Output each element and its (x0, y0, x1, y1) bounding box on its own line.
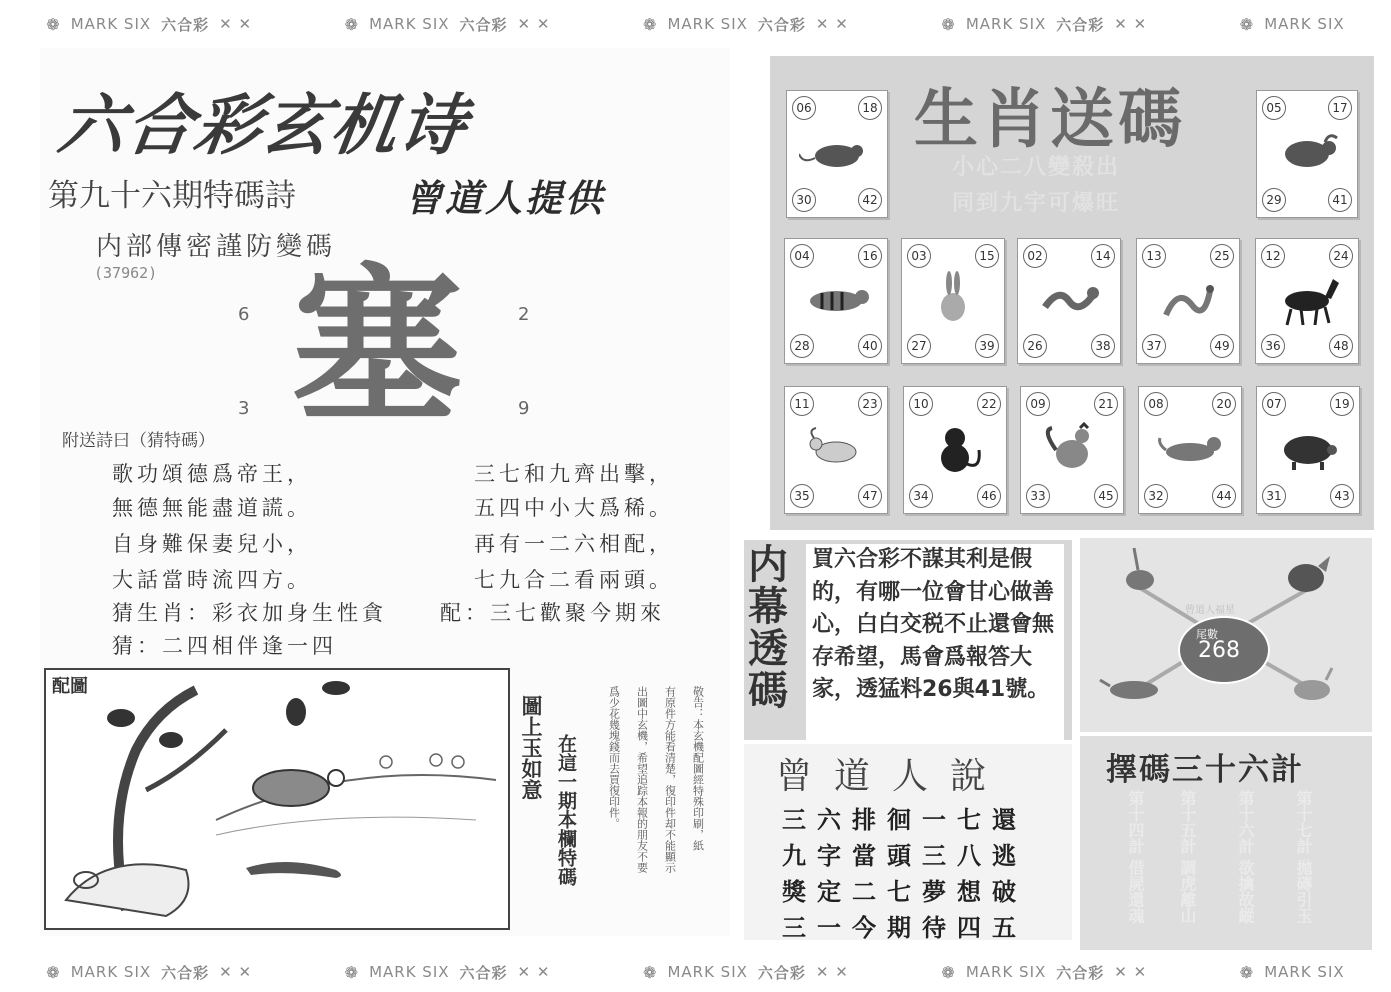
mark-six-logo-icon: ❁ (1239, 14, 1255, 34)
border-unit (345, 962, 551, 983)
brand-text: MARK SIX (1264, 15, 1345, 33)
border-unit (1240, 963, 1345, 982)
saying-line: 獎定二七夢想破 (782, 877, 1027, 906)
poem-line-left: 自身難保妻兒小， (112, 532, 312, 556)
mark-six-logo-icon: ❁ (46, 962, 61, 982)
poem-line-right: 七九合二看兩頭。 (474, 568, 674, 592)
goat-icon (798, 420, 874, 480)
zodiac-number: 17 (1328, 96, 1352, 120)
zodiac-number: 31 (1262, 484, 1286, 508)
brand-text: MARK SIX (667, 15, 748, 33)
brand-text: MARK SIX (70, 963, 152, 981)
mark-six-logo-icon: ❁ (643, 14, 658, 34)
mark-six-logo-icon: ❁ (643, 962, 658, 982)
zodiac-number: 05 (1262, 96, 1286, 120)
zodiac-title: 生肖送碼 (914, 83, 1186, 157)
inside-tip-text: 買六合彩不謀其利是假的，有哪一位會甘心做善心，白白交税不止還會無存希望，馬會爲報答大家，透猛料26與41號。 (812, 547, 1055, 703)
zodiac-card-rooster (1020, 386, 1124, 514)
zodiac-number: 26 (1023, 334, 1047, 358)
ploy-column: 第十七計 拋磚引玉 (1294, 790, 1313, 924)
zodiac-number: 10 (909, 392, 933, 416)
saying-title: 曾道人說 (776, 756, 1009, 797)
brand-text: MARK SIX (369, 963, 450, 981)
zodiac-number: 43 (1330, 484, 1354, 508)
crossed-ribbon-icon: ✕ ✕ (815, 963, 849, 981)
zodiac-number: 15 (975, 244, 999, 268)
crossed-ribbon-icon: ✕ ✕ (219, 15, 253, 33)
zodiac-number: 11 (790, 392, 814, 416)
mark-six-logo-icon: ❁ (941, 962, 956, 982)
turtle-scene-icon (46, 670, 508, 928)
zodiac-number: 03 (907, 244, 931, 268)
brand-cn: 六合彩 (1056, 15, 1105, 34)
crossed-ribbon-icon: ✕ ✕ (1114, 963, 1148, 981)
number-guess-line: 猜：二四相伴逢一四 (112, 634, 337, 658)
zodiac-number: 16 (858, 244, 882, 268)
zodiac-card-rat (786, 90, 888, 218)
zodiac-number: 45 (1094, 484, 1118, 508)
poem-line-right: 再有一二六相配， (474, 532, 674, 556)
poem-line-right: 五四中小大爲稀。 (474, 496, 674, 520)
mark-six-logo-icon: ❁ (344, 962, 360, 982)
mark-six-logo-icon: ❁ (941, 14, 956, 34)
border-unit (941, 14, 1147, 35)
zodiac-number: 27 (907, 334, 931, 358)
illustration-caption-2: 在這一期本欄特碼 (555, 734, 577, 886)
bottom-border (0, 954, 1391, 990)
illustration-caption: 圖上玉如意 (519, 695, 545, 800)
tail-ring-text: 曾道人福星 (1185, 605, 1235, 616)
top-border (0, 6, 1391, 42)
notice-line: 出圖中玄機，希望追踪本報的朋友不要 (635, 686, 649, 873)
zodiac-number: 42 (858, 188, 882, 212)
zodiac-number: 24 (1329, 244, 1353, 268)
zodiac-card-goat (784, 386, 888, 514)
zodiac-card-dragon (1017, 238, 1121, 364)
zodiac-number: 06 (792, 96, 816, 120)
dog-icon (1152, 420, 1228, 480)
ploy-column: 第十四計 借屍還魂 (1126, 790, 1145, 924)
brand-cn: 六合彩 (757, 15, 806, 34)
zodiac-number: 20 (1212, 392, 1236, 416)
ploy-column: 第十五計 調虎離山 (1178, 790, 1197, 924)
zodiac-number: 13 (1142, 244, 1166, 268)
zodiac-number: 35 (790, 484, 814, 508)
brand-text: MARK SIX (965, 15, 1047, 33)
tail-label: 尾數 (1196, 628, 1218, 641)
saying-line: 三六排徊一七還 (782, 805, 1027, 834)
saying-line: 三一今期待四五 (782, 913, 1027, 942)
border-unit (46, 962, 252, 983)
crossed-ribbon-icon: ✕ ✕ (517, 963, 551, 981)
border-unit (643, 962, 849, 983)
pig-icon (1270, 420, 1346, 480)
border-unit (46, 14, 252, 35)
zodiac-number: 30 (792, 188, 816, 212)
mark-six-logo-icon: ❁ (344, 14, 360, 34)
tail-number: 268 (1198, 638, 1240, 663)
zodiac-number: 19 (1330, 392, 1354, 416)
brand-text: MARK SIX (667, 963, 748, 981)
horse-icon (1269, 271, 1345, 331)
inside-tip-title: 内幕透碼 (748, 542, 788, 714)
zodiac-number: 25 (1210, 244, 1234, 268)
rat-icon (799, 124, 875, 184)
zodiac-card-dog (1138, 386, 1242, 514)
ox-icon (1269, 124, 1345, 184)
zodiac-number: 47 (858, 484, 882, 508)
issue-title: 第九十六期特碼詩 (48, 178, 296, 214)
brand-cn: 六合彩 (459, 15, 508, 34)
zodiac-number: 34 (909, 484, 933, 508)
internal-code-heading: 内部傳密謹防變碼 (96, 232, 337, 262)
notice-line: 有原件方能看清楚，復印件却不能顯示 (663, 686, 677, 873)
zodiac-number: 12 (1261, 244, 1285, 268)
pairing-line: 配：三七歡聚今期來 (440, 601, 665, 625)
poem-line-left: 歌功頌德爲帝王， (112, 462, 312, 486)
notice-line: 敬告：本玄機配圖經特殊印刷，紙 (691, 686, 705, 851)
zodiac-number: 22 (977, 392, 1001, 416)
notice-line: 爲少花幾塊錢而去買復印件。 (607, 686, 621, 829)
zodiac-card-monkey (903, 386, 1007, 514)
corner-number-br: 9 (518, 398, 530, 419)
brand-text: MARK SIX (1264, 963, 1345, 981)
ploy-column: 第十六計 欲擒故縱 (1236, 790, 1255, 924)
zodiac-card-pig (1256, 386, 1360, 514)
zodiac-number: 32 (1144, 484, 1168, 508)
corner-number-bl: 3 (238, 398, 250, 419)
zodiac-card-ox (1256, 90, 1358, 218)
border-unit (643, 14, 849, 35)
poem-heading: 附送詩曰（猜特碼） (62, 431, 215, 451)
mark-six-logo-icon: ❁ (1239, 962, 1255, 982)
rabbit-icon (915, 271, 991, 331)
zodiac-number: 23 (858, 392, 882, 416)
zodiac-number: 49 (1210, 334, 1234, 358)
crossed-ribbon-icon: ✕ ✕ (219, 963, 253, 981)
corner-number-tl: 6 (238, 304, 250, 325)
code-number: (37962) (94, 264, 158, 282)
zodiac-number: 37 (1142, 334, 1166, 358)
mark-six-logo-icon: ❁ (46, 14, 61, 34)
brand-text: MARK SIX (369, 15, 450, 33)
zodiac-card-tiger (784, 238, 888, 364)
main-title: 六合彩玄机诗 (53, 87, 473, 164)
zodiac-card-snake (1136, 238, 1240, 364)
dragon-icon (1031, 271, 1107, 331)
zodiac-number: 36 (1261, 334, 1285, 358)
monkey-icon (917, 420, 993, 480)
brand-cn: 六合彩 (757, 963, 806, 982)
zodiac-number: 38 (1091, 334, 1115, 358)
zodiac-number: 29 (1262, 188, 1286, 212)
zodiac-number: 02 (1023, 244, 1047, 268)
riddle-character: 塞 (292, 248, 463, 446)
zodiac-number: 07 (1262, 392, 1286, 416)
brand-cn: 六合彩 (161, 963, 210, 982)
poem-line-left: 無德無能盡道謊。 (112, 496, 312, 520)
corner-number-tr: 2 (518, 304, 530, 325)
poem-line-right: 三七和九齊出擊， (474, 462, 674, 486)
zodiac-card-horse (1255, 238, 1359, 364)
rooster-icon (1034, 420, 1110, 480)
zodiac-number: 39 (975, 334, 999, 358)
provider-title: 曾道人提供 (405, 177, 605, 220)
zodiac-number: 48 (1329, 334, 1353, 358)
illustration-label: 配圖 (52, 676, 88, 697)
snake-icon (1150, 271, 1226, 331)
zodiac-number: 41 (1328, 188, 1352, 212)
crossed-ribbon-icon: ✕ ✕ (517, 15, 551, 33)
brand-cn: 六合彩 (161, 15, 210, 34)
saying-line: 九字當頭三八逃 (782, 841, 1027, 870)
zodiac-guess-line: 猜生肖：彩衣加身生性貪 (112, 601, 387, 625)
riddle-illustration (44, 668, 510, 930)
brand-cn: 六合彩 (459, 963, 508, 982)
zodiac-number: 08 (1144, 392, 1168, 416)
zodiac-number: 18 (858, 96, 882, 120)
tiger-icon (798, 271, 874, 331)
zodiac-number: 21 (1094, 392, 1118, 416)
zodiac-number: 09 (1026, 392, 1050, 416)
brand-text: MARK SIX (70, 15, 152, 33)
zodiac-number: 44 (1212, 484, 1236, 508)
zodiac-number: 14 (1091, 244, 1115, 268)
ploy-title: 擇碼三十六計 (1106, 752, 1304, 788)
zodiac-card-rabbit (901, 238, 1005, 364)
zodiac-subtitle: 同到九宇可爆旺 (952, 191, 1121, 216)
zodiac-number: 33 (1026, 484, 1050, 508)
poem-line-left: 大話當時流四方。 (112, 568, 312, 592)
zodiac-subtitle: 小心二八變殺出 (952, 155, 1121, 180)
zodiac-number: 40 (858, 334, 882, 358)
brand-text: MARK SIX (965, 963, 1047, 981)
border-unit (345, 14, 551, 35)
crossed-ribbon-icon: ✕ ✕ (1114, 15, 1148, 33)
border-unit (941, 962, 1147, 983)
border-unit (1240, 15, 1345, 34)
zodiac-number: 28 (790, 334, 814, 358)
crossed-ribbon-icon: ✕ ✕ (815, 15, 849, 33)
brand-cn: 六合彩 (1056, 963, 1105, 982)
zodiac-number: 46 (977, 484, 1001, 508)
zodiac-number: 04 (790, 244, 814, 268)
